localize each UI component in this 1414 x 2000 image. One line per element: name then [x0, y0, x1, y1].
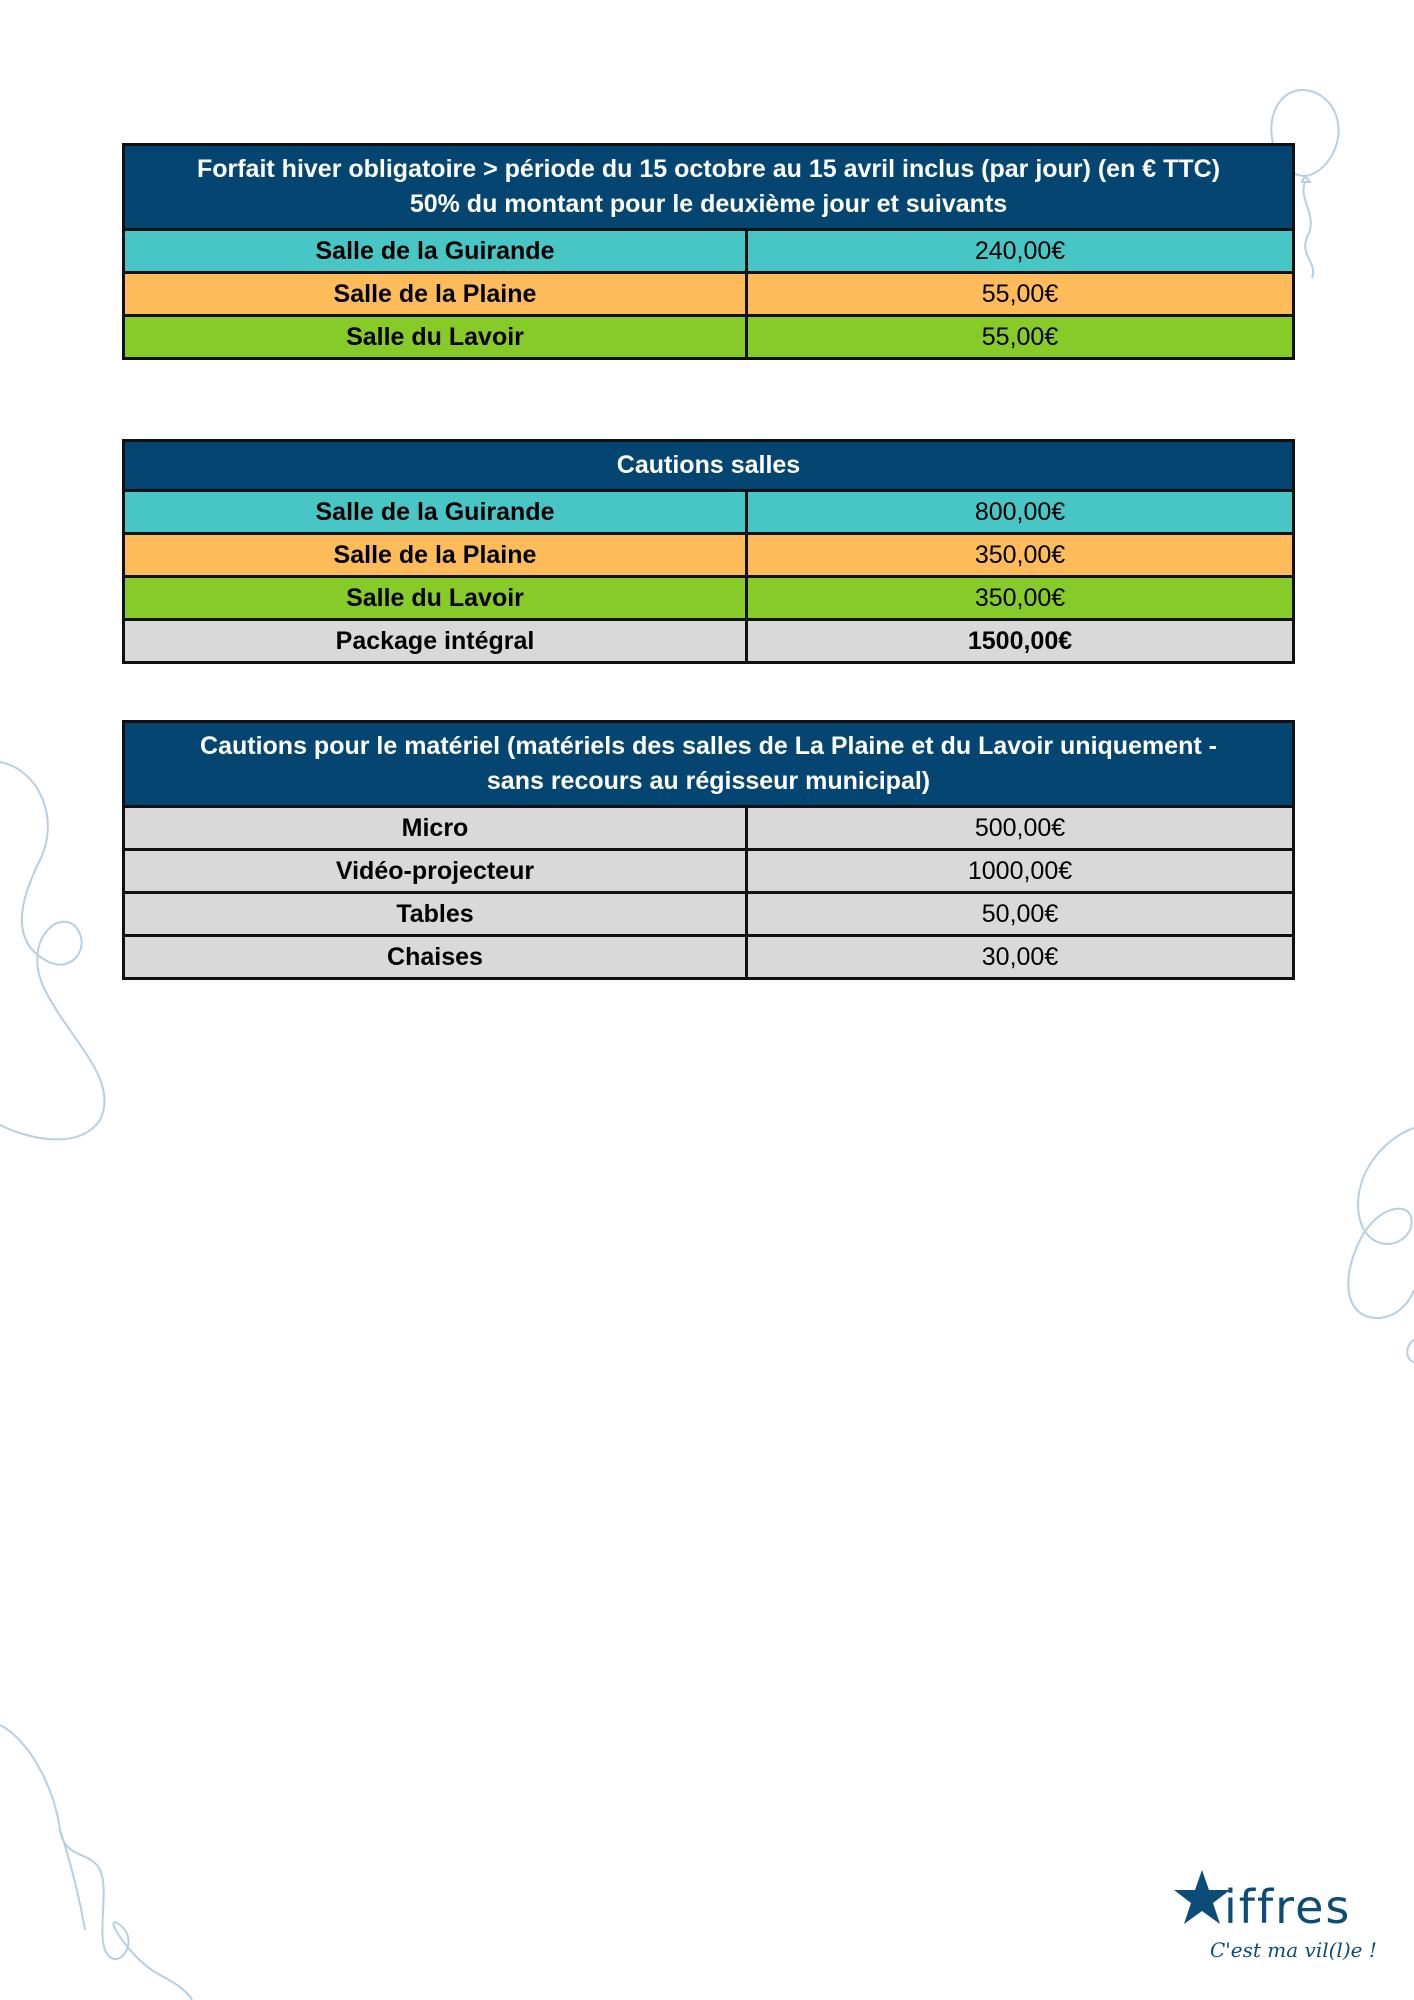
deposit-value: 50,00€: [747, 893, 1294, 936]
table-row: [124, 273, 1294, 316]
table-row: [124, 807, 1294, 850]
table-row: [124, 316, 1294, 359]
deposit-value: 1500,00€: [747, 620, 1294, 663]
price-value: 55,00€: [747, 273, 1294, 316]
table-row: [124, 893, 1294, 936]
logo-word: iffres: [1224, 1880, 1352, 1934]
table-row: [124, 491, 1294, 534]
header-line-1: Cautions pour le matériel (matériels des salles de La Plaine et du Lavoir uniquement -: [200, 732, 1217, 760]
equipment-name: Vidéo-projecteur: [124, 850, 747, 893]
header-line-1: Forfait hiver obligatoire > période du 15 octobre au 15 avril inclus (par jour) (en € TTC): [196, 155, 1221, 183]
deposit-value: 350,00€: [747, 534, 1294, 577]
header-line-2: sans recours au régisseur municipal): [486, 767, 931, 795]
deposit-value: 1000,00€: [747, 850, 1294, 893]
room-name: Salle de la Guirande: [124, 230, 747, 273]
town-logo: [1172, 1860, 1392, 1970]
equipment-name: Tables: [124, 893, 747, 936]
header-line-2: 50% du montant pour le deuxième jour et suivants: [409, 190, 1008, 218]
room-name: Salle de la Guirande: [124, 491, 747, 534]
room-name: Salle de la Plaine: [124, 534, 747, 577]
table-cautions-salles: [122, 439, 1295, 664]
table-row: [124, 850, 1294, 893]
table-row: [124, 534, 1294, 577]
deposit-value: 800,00€: [747, 491, 1294, 534]
table-row: [124, 230, 1294, 273]
deposit-value: 350,00€: [747, 577, 1294, 620]
table-header: Cautions salles: [124, 441, 1294, 491]
package-name: Package intégral: [124, 620, 747, 663]
logo-tagline: C'est ma vil(l)e !: [1210, 1938, 1377, 1962]
table-header: [124, 145, 1294, 230]
table-row: [124, 577, 1294, 620]
table-row: [124, 620, 1294, 663]
room-name: Salle de la Plaine: [124, 273, 747, 316]
equipment-name: Chaises: [124, 936, 747, 979]
price-value: 55,00€: [747, 316, 1294, 359]
price-value: 240,00€: [747, 230, 1294, 273]
deposit-value: 30,00€: [747, 936, 1294, 979]
table-cautions-materiel: [122, 720, 1295, 980]
table-header: [124, 722, 1294, 807]
room-name: Salle du Lavoir: [124, 577, 747, 620]
table-row: [124, 936, 1294, 979]
table-forfait-hiver: [122, 143, 1295, 360]
star-icon: [1172, 1868, 1232, 1928]
deposit-value: 500,00€: [747, 807, 1294, 850]
equipment-name: Micro: [124, 807, 747, 850]
room-name: Salle du Lavoir: [124, 316, 747, 359]
